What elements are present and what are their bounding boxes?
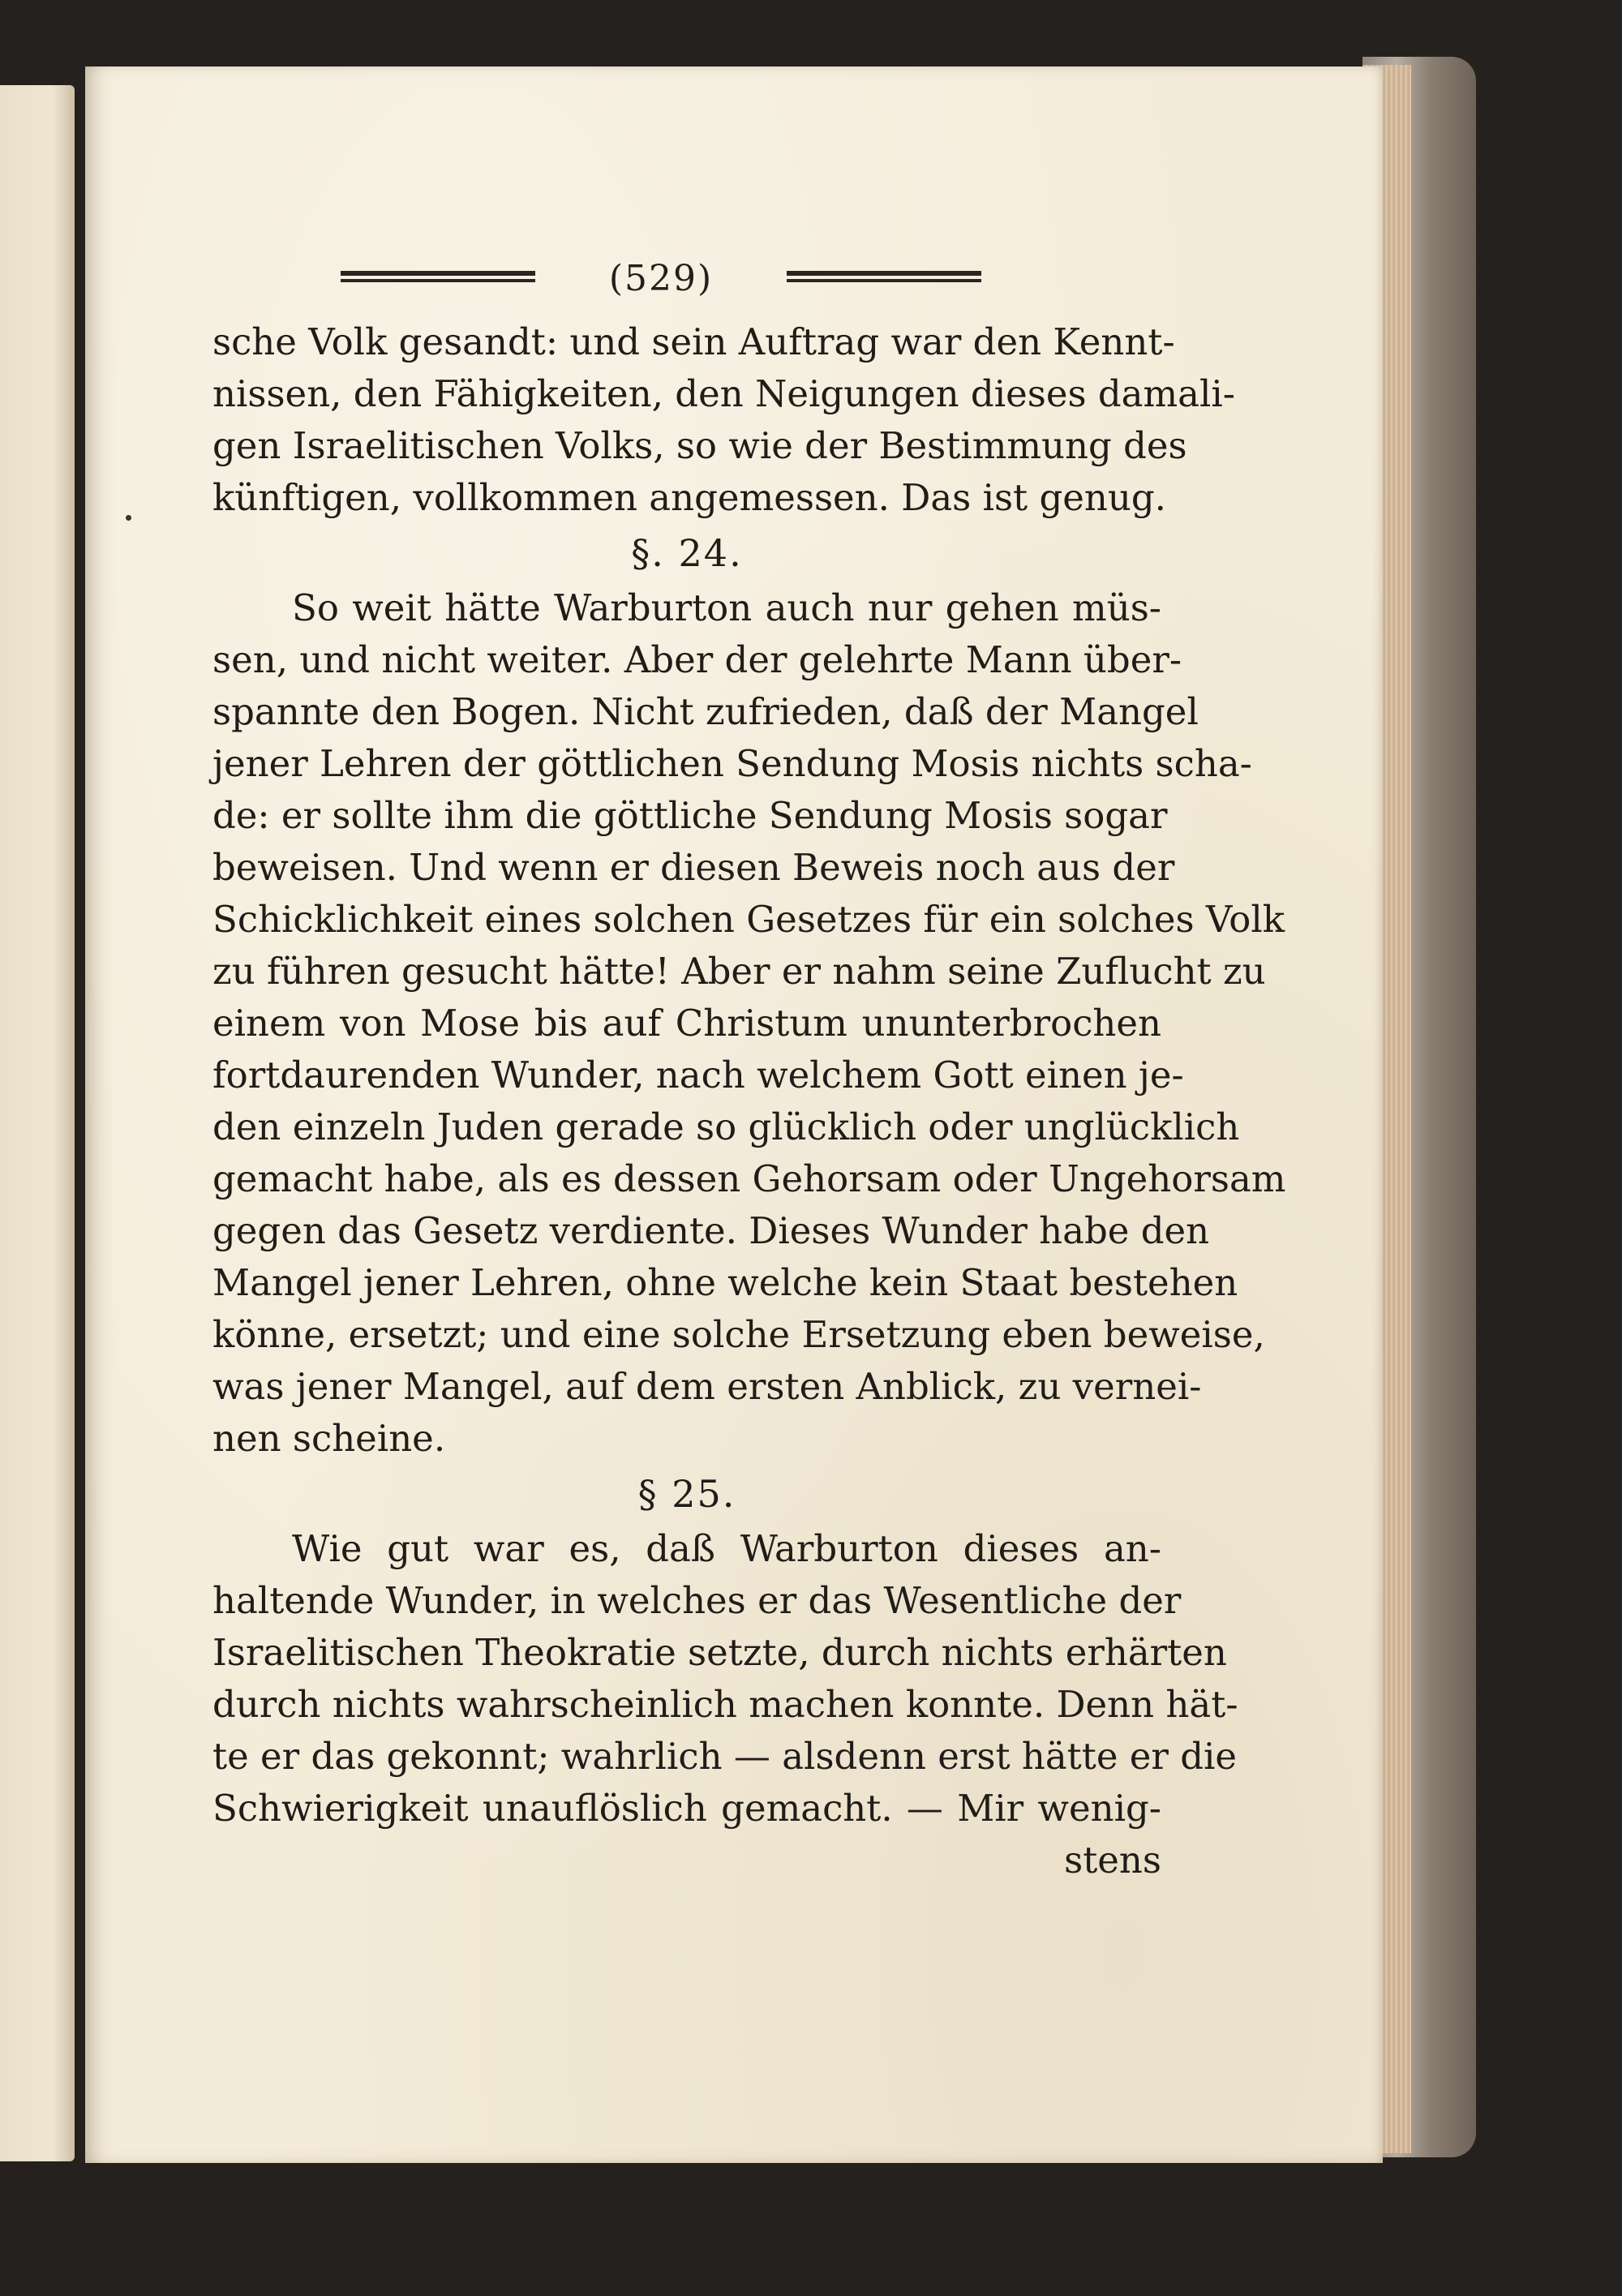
text-line: nen scheine. <box>212 1417 446 1460</box>
text-line: zu führen gesucht hätte! Aber er nahm seine Zuflucht zu <box>212 950 1266 993</box>
text-line: jener Lehren der göttlichen Sendung Mosis nichts scha- <box>212 742 1252 785</box>
text-line: den einzeln Juden gerade so glücklich oder unglücklich <box>212 1105 1240 1148</box>
facing-page-edge <box>0 85 75 2161</box>
text-line: haltende Wunder, in welches er das Wesentliche der <box>212 1579 1182 1622</box>
text-line: Wie gut war es, daß Warburton dieses an- <box>292 1527 1161 1570</box>
text-line: Mangel jener Lehren, ohne welche kein Staat bestehen <box>212 1261 1238 1304</box>
text-line: sche Volk gesandt: und sein Auftrag war den Kennt- <box>212 320 1175 363</box>
text-line: fortdaurenden Wunder, nach welchem Gott einen je- <box>212 1054 1184 1097</box>
section-heading-24: §. 24. <box>631 531 743 575</box>
text-line: was jener Mangel, auf dem ersten Anblick, zu vernei- <box>212 1365 1202 1408</box>
text-line: gemacht habe, als es dessen Gehorsam oder Ungehorsam <box>212 1157 1286 1200</box>
page-text <box>212 316 1286 1886</box>
text-line: Israelitischen Theokratie setzte, durch nichts erhärten <box>212 1631 1227 1674</box>
page-number: (529) <box>608 258 714 299</box>
text-line: durch nichts wahrscheinlich machen konnte. Denn hät- <box>212 1683 1238 1726</box>
text-line: beweisen. Und wenn er diesen Beweis noch aus der <box>212 846 1175 889</box>
text-line: sen, und nicht weiter. Aber der gelehrte Mann über- <box>212 638 1182 681</box>
section-heading-25: § 25. <box>637 1472 736 1516</box>
header-rule-right <box>787 271 981 282</box>
text-line: nissen, den Fähigkeiten, den Neigungen dieses damali- <box>212 372 1235 415</box>
text-line: künftigen, vollkommen angemessen. Das ist genug. <box>212 476 1166 519</box>
text-line: gen Israelitischen Volks, so wie der Bestimmung des <box>212 424 1187 467</box>
text-line: spannte den Bogen. Nicht zufrieden, daß der Mangel <box>212 690 1199 733</box>
catchword: stens <box>1064 1839 1161 1882</box>
text-line: Schicklichkeit eines solchen Gesetzes für ein solches Volk <box>212 898 1285 941</box>
text-line: te er das gekonnt; wahrlich — alsdenn erst hätte er die <box>212 1735 1238 1778</box>
text-line: Schwierigkeit unauflöslich gemacht. — Mir wenig- <box>212 1787 1161 1830</box>
text-line: de: er sollte ihm die göttliche Sendung Mosis sogar <box>212 794 1168 837</box>
text-line: gegen das Gesetz verdiente. Dieses Wunder habe den <box>212 1209 1210 1252</box>
text-line: könne, ersetzt; und eine solche Ersetzung eben beweise, <box>212 1313 1265 1356</box>
page-header <box>341 258 981 303</box>
ink-speck <box>126 515 131 521</box>
text-line: einem von Mose bis auf Christum ununterbrochen <box>212 1002 1161 1045</box>
header-rule-left <box>341 271 535 282</box>
text-line: So weit hätte Warburton auch nur gehen müs- <box>292 586 1161 629</box>
